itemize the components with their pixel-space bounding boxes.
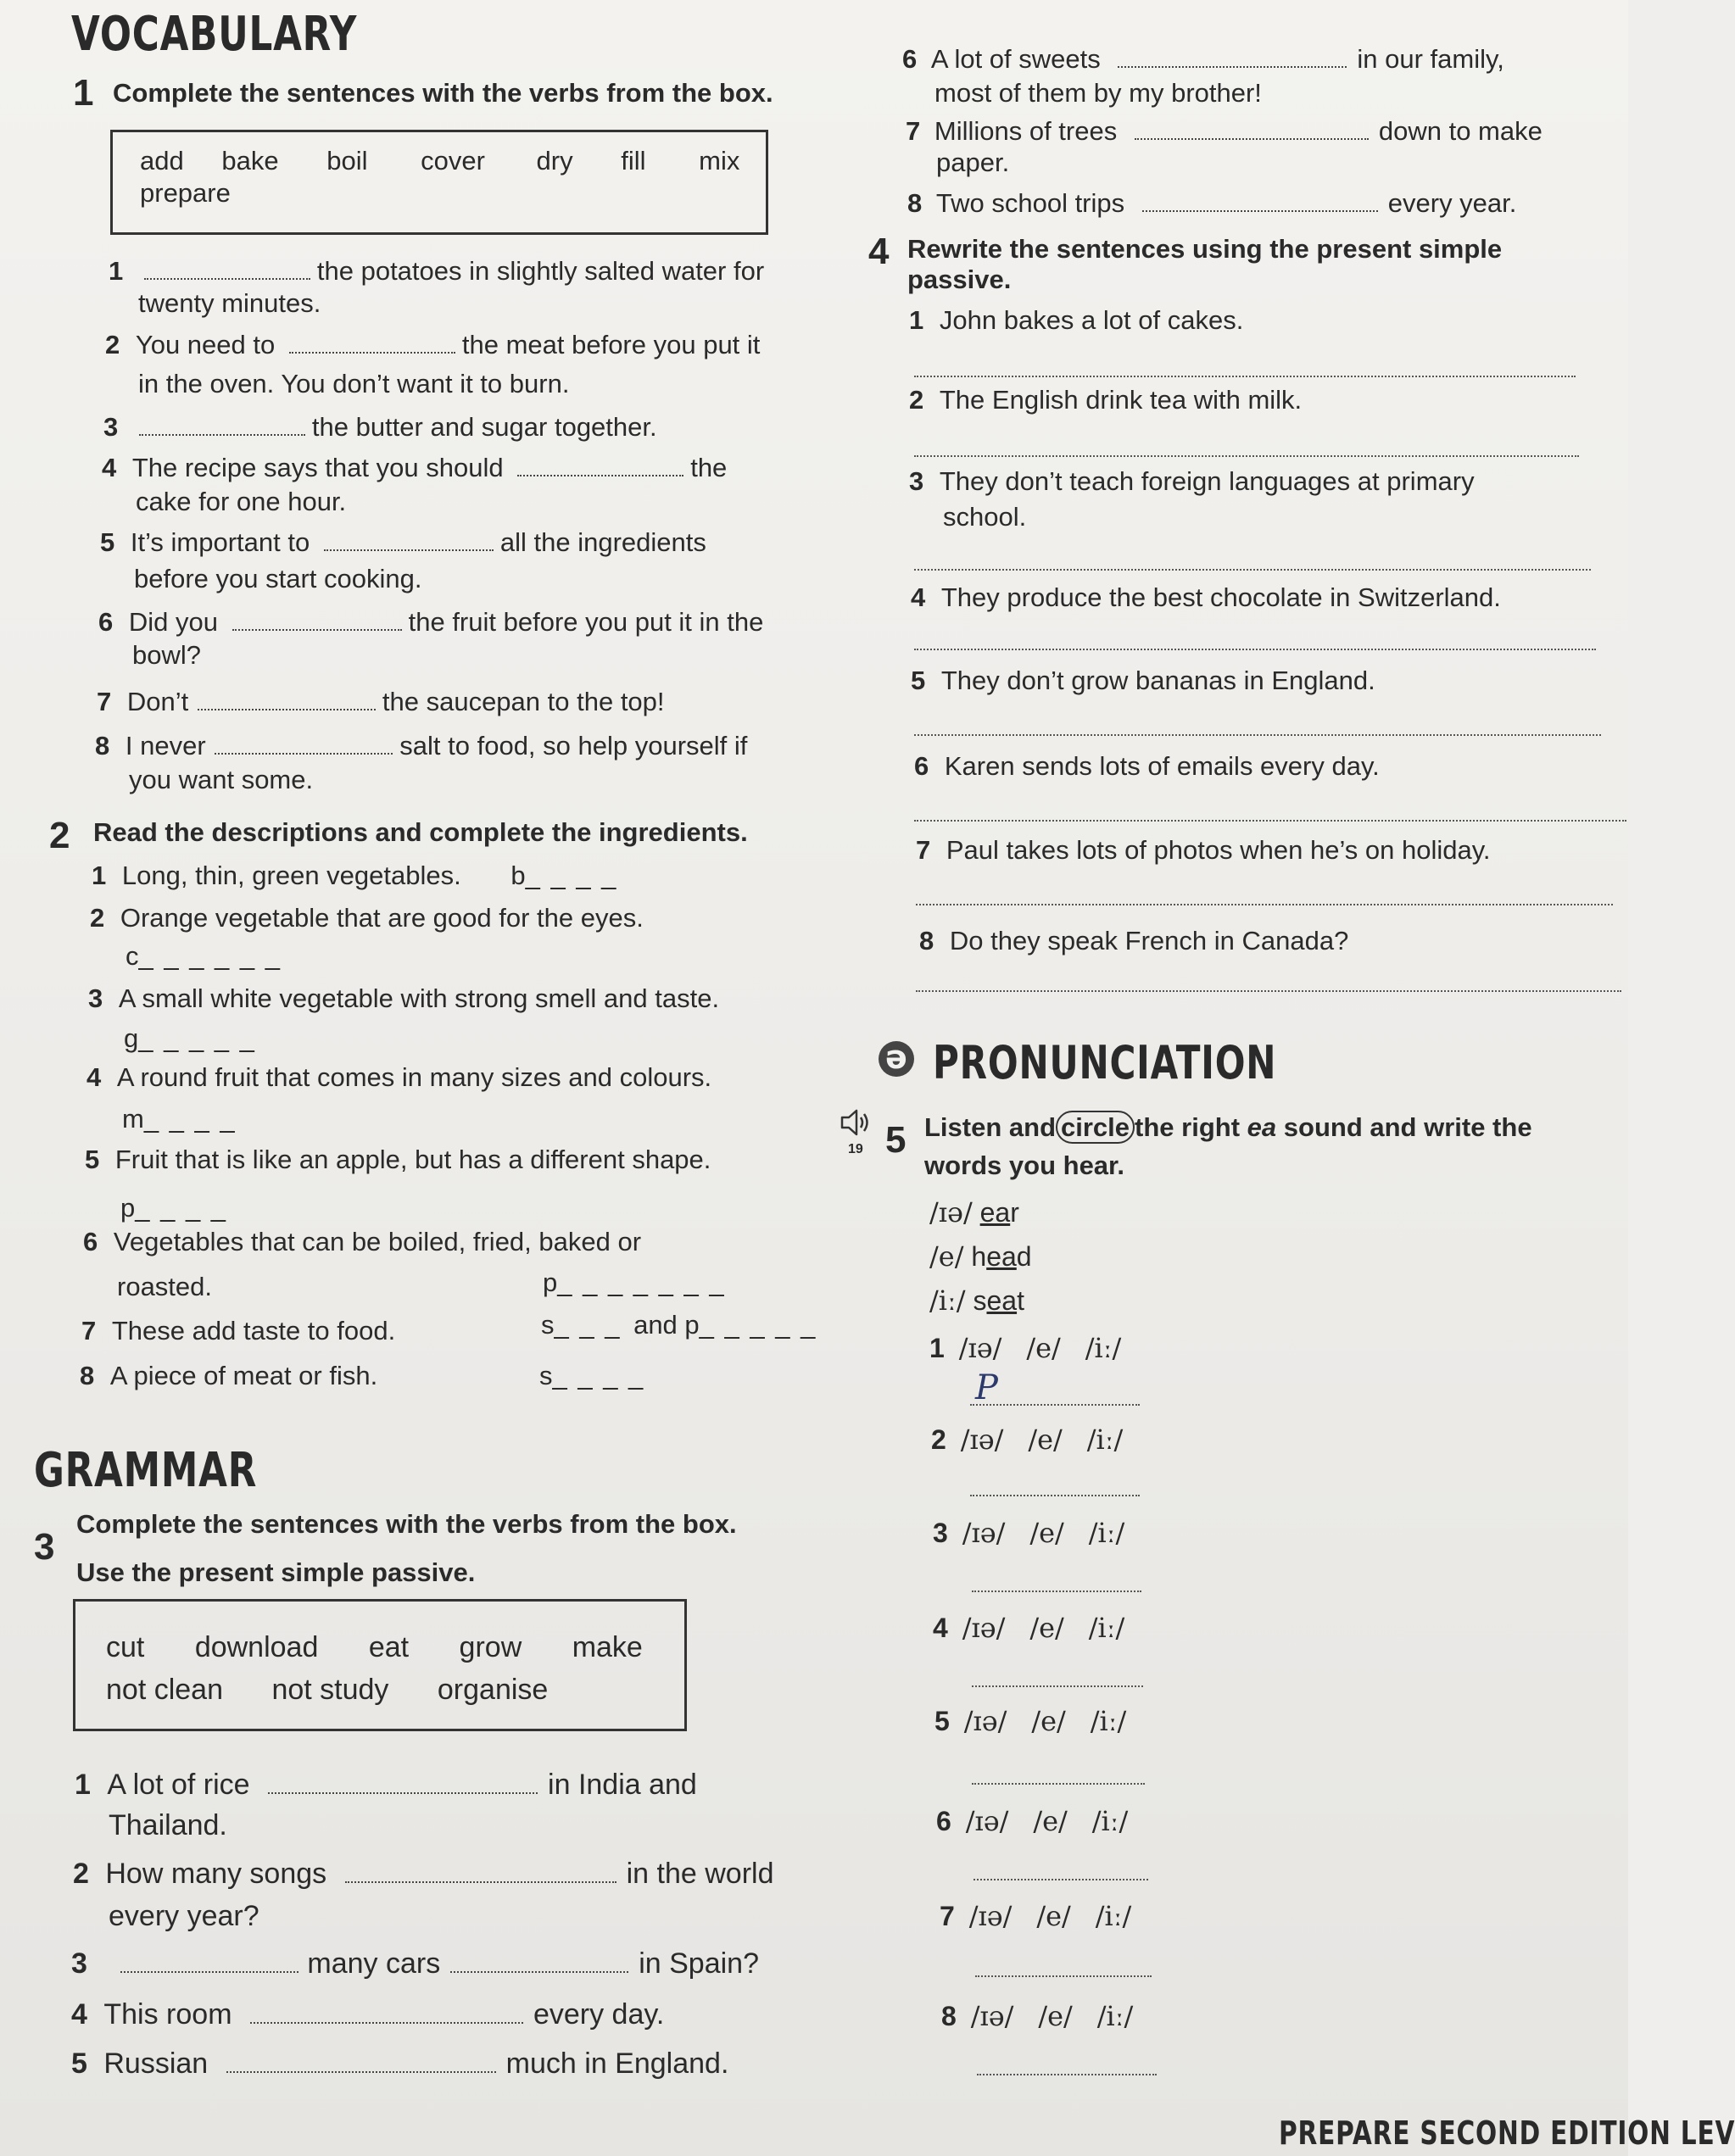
ex1-item-6: 6 Did you the fruit before you put it in the: [98, 607, 764, 637]
ex1-item-8-cont: you want some.: [129, 765, 314, 794]
answer-blank[interactable]: [268, 1772, 538, 1794]
letter-dashes[interactable]: _ _ _ _: [552, 1361, 645, 1390]
exercise-2-number: 2: [49, 815, 70, 856]
ex3-item-8: 8 Two school trips every year.: [907, 188, 1517, 218]
answer-blank[interactable]: [324, 529, 494, 551]
ex3-item-7: 7 Millions of trees down to make: [906, 116, 1543, 146]
option-ia[interactable]: /ɪə/: [968, 1900, 1013, 1932]
verb-word: mix: [699, 146, 740, 175]
verb-word: prepare: [140, 178, 231, 208]
letter-dashes[interactable]: _ _ _ _ _ _ _: [557, 1267, 726, 1297]
answer-blank[interactable]: [120, 1951, 298, 1973]
exercise-2-instruction: Read the descriptions and complete the ingredients.: [93, 817, 748, 847]
ex1-item-2: 2 You need to the meat before you put it: [105, 330, 761, 359]
ex4-item-1: 1 John bakes a lot of cakes.: [909, 305, 1244, 335]
example-head: /e/ head: [929, 1240, 1032, 1273]
ex2-item-6-cont: roasted.: [117, 1272, 213, 1301]
verb-word: add: [140, 146, 184, 175]
example-seat: /iː/ seat: [929, 1284, 1024, 1317]
ex5-item-5: 5 /ɪə/ /e/ /iː/: [934, 1705, 1127, 1737]
ex4-item-4: 4 They produce the best chocolate in Switzerland.: [911, 582, 1501, 612]
schwa-icon: ə: [879, 1041, 914, 1077]
exercise-3-number: 3: [34, 1526, 55, 1568]
ex5-item-6: 6 /ɪə/ /e/ /iː/: [936, 1805, 1129, 1837]
exercise-3-instruction-2: Use the present simple passive.: [76, 1557, 476, 1587]
answer-blank[interactable]: [450, 1951, 628, 1973]
ex1-item-3: 3 the butter and sugar together.: [103, 412, 657, 442]
verb-word: download: [194, 1631, 319, 1663]
ex5-item-1: 1 /ɪə/ /e/ /iː/: [929, 1332, 1122, 1364]
option-ia[interactable]: /ɪə/: [963, 1705, 1007, 1737]
ex2-item-6-answer: p_ _ _ _ _ _ _: [543, 1267, 726, 1297]
answer-blank[interactable]: [1118, 46, 1347, 68]
ex4-item-2: 2 The English drink tea with milk.: [909, 385, 1303, 415]
ex2-item-4-answer: m_ _ _ _: [122, 1104, 237, 1134]
ex2-item-7-answer: s_ _ _ and p_ _ _ _ _: [541, 1310, 817, 1340]
option-e[interactable]: /e/: [1029, 1517, 1064, 1549]
option-e[interactable]: /e/: [1038, 2000, 1073, 2032]
option-ii[interactable]: /iː/: [1085, 1332, 1122, 1364]
ex1-item-4: 4 The recipe says that you should the: [102, 453, 728, 482]
ex3-item-1-cont: Thailand.: [109, 1809, 227, 1841]
ex2-item-3: 3 A small white vegetable with strong smell and taste.: [88, 983, 720, 1013]
grammar-heading: GRAMMAR: [34, 1443, 258, 1498]
audio-speaker-icon[interactable]: [840, 1108, 873, 1141]
ex5-answer-line-5[interactable]: [972, 1783, 1145, 1785]
option-ia[interactable]: /ɪə/: [970, 2000, 1014, 2032]
vocabulary-heading: VOCABULARY: [71, 7, 358, 62]
option-ia[interactable]: /ɪə/: [960, 1423, 1004, 1456]
answer-blank[interactable]: [198, 688, 376, 710]
ex3-item-5: 5 Russian much in England.: [71, 2047, 729, 2080]
ex2-item-8-answer: s_ _ _ _: [539, 1361, 645, 1390]
ex5-answer-line-8[interactable]: [977, 2074, 1157, 2075]
ex2-item-4: 4 A round fruit that comes in many sizes and colours.: [86, 1062, 712, 1092]
option-ii[interactable]: /iː/: [1090, 1705, 1127, 1737]
ex4-answer-line-6[interactable]: [914, 820, 1626, 822]
ex4-item-7: 7 Paul takes lots of photos when he’s on holiday.: [916, 835, 1491, 865]
option-ia[interactable]: /ɪə/: [962, 1517, 1006, 1549]
answer-blank[interactable]: [345, 1861, 616, 1883]
letter-dashes[interactable]: _ _ _ _: [143, 1104, 237, 1134]
exercise-1-number: 1: [73, 72, 94, 114]
exercise-5-number: 5: [885, 1119, 907, 1161]
exercise-4-instruction-2: passive.: [907, 265, 1012, 294]
ex1-item-6-cont: bowl?: [132, 640, 201, 670]
option-e[interactable]: /e/: [1033, 1805, 1068, 1837]
answer-blank[interactable]: [517, 454, 683, 476]
option-e[interactable]: /e/: [1028, 1423, 1063, 1456]
exercise-3-instruction-1: Complete the sentences with the verbs from the box.: [76, 1509, 737, 1539]
answer-blank[interactable]: [215, 733, 393, 755]
option-ii[interactable]: /iː/: [1091, 1805, 1129, 1837]
ex5-answer-line-7[interactable]: [975, 1975, 1152, 1977]
ex2-item-5: 5 Fruit that is like an apple, but has a different shape.: [85, 1145, 711, 1174]
ex1-item-7: 7 Don’t the saucepan to the top!: [97, 687, 665, 716]
ex4-answer-line-4[interactable]: [914, 649, 1596, 650]
exercise-5-instruction-1: Listen and circle the right ea sound and write the: [924, 1112, 1532, 1142]
verb-word: make: [572, 1631, 643, 1663]
ex5-answer-line-6[interactable]: [973, 1879, 1148, 1880]
ex2-item-6: 6 Vegetables that can be boiled, fried, baked or: [83, 1227, 642, 1256]
ex5-answer-line-2[interactable]: [970, 1495, 1140, 1496]
exercise-4-number: 4: [868, 231, 890, 272]
ex3-item-2-cont: every year?: [109, 1900, 259, 1932]
answer-blank[interactable]: [226, 2051, 496, 2073]
ex5-answer-line-3[interactable]: [972, 1591, 1141, 1592]
letter-dashes[interactable]: _ _ _ _: [525, 861, 618, 890]
ex4-answer-line-8[interactable]: [916, 990, 1621, 992]
letter-dashes[interactable]: _ _ _ _ _: [138, 1023, 256, 1053]
option-ii[interactable]: /iː/: [1088, 1517, 1125, 1549]
ex3-item-6: 6 A lot of sweets in our family,: [902, 44, 1504, 74]
ex3-item-2: 2 How many songs in the world: [73, 1858, 774, 1890]
verb-word: organise: [437, 1674, 549, 1706]
ex2-item-2: 2 Orange vegetable that are good for the eyes.: [90, 903, 644, 933]
exercise-1-instruction: Complete the sentences with the verbs from the box.: [113, 78, 773, 108]
ex3-item-3: 3 many cars in Spain?: [71, 1947, 759, 1980]
verb-word: grow: [459, 1631, 522, 1663]
option-ia[interactable]: /ɪə/: [958, 1332, 1002, 1364]
answer-blank[interactable]: [139, 414, 305, 436]
answer-blank[interactable]: [1142, 190, 1378, 212]
answer-blank[interactable]: [144, 258, 310, 280]
option-e[interactable]: /e/: [1029, 1612, 1064, 1644]
verb-word: cover: [421, 146, 485, 175]
ex1-item-4-cont: cake for one hour.: [136, 487, 347, 516]
verb-box-3-line1: [106, 1630, 643, 1664]
option-ii[interactable]: /iː/: [1086, 1423, 1124, 1456]
ex5-answer-line-4[interactable]: [972, 1685, 1143, 1687]
option-ii[interactable]: /iː/: [1095, 1900, 1132, 1932]
option-ii[interactable]: /iː/: [1088, 1612, 1125, 1644]
option-e[interactable]: /e/: [1036, 1900, 1071, 1932]
verb-box-3-line2: [106, 1673, 548, 1707]
ex1-item-1: 1 the potatoes in slightly salted water for: [109, 256, 765, 286]
ex2-item-2-answer: c_ _ _ _ _ _: [126, 941, 282, 971]
ex4-answer-line-5[interactable]: [914, 734, 1601, 736]
ex4-answer-line-1[interactable]: [914, 376, 1576, 377]
ex2-item-7: 7 These add taste to food.: [81, 1316, 396, 1345]
ex5-answer-line-1[interactable]: [970, 1404, 1140, 1406]
verb-box-3: [73, 1599, 687, 1731]
handwritten-answer: P: [975, 1368, 998, 1407]
ex4-item-5: 5 They don’t grow bananas in England.: [911, 666, 1375, 695]
circle-word: circle: [1056, 1111, 1135, 1144]
ex4-answer-line-7[interactable]: [916, 904, 1613, 905]
ex4-item-8: 8 Do they speak French in Canada?: [919, 926, 1349, 955]
ex3-item-1: 1 A lot of rice in India and: [75, 1769, 697, 1801]
option-e[interactable]: /e/: [1026, 1332, 1061, 1364]
letter-dashes[interactable]: _ _ _ _: [135, 1193, 228, 1223]
answer-blank[interactable]: [1135, 118, 1369, 140]
ex2-item-3-answer: g_ _ _ _ _: [124, 1023, 256, 1053]
ex2-item-8: 8 A piece of meat or fish.: [80, 1361, 378, 1390]
ex3-item-6-cont: most of them by my brother!: [934, 78, 1262, 108]
ex5-item-4: 4 /ɪə/ /e/ /iː/: [933, 1612, 1125, 1644]
footer-text: PREPARE SECOND EDITION LEV: [1279, 2114, 1735, 2152]
ex1-item-2-cont: in the oven. You don’t want it to burn.: [138, 369, 570, 398]
ex5-item-8: 8 /ɪə/ /e/ /iː/: [941, 2000, 1134, 2032]
exercise-5-instruction-2: words you hear.: [924, 1150, 1125, 1180]
letter-dashes[interactable]: _ _ _ _ _: [699, 1310, 817, 1340]
example-ear: /ɪə/ ear: [929, 1196, 1019, 1228]
ex3-item-7-cont: paper.: [936, 148, 1010, 177]
verb-word: not study: [271, 1674, 389, 1706]
ex5-item-2: 2 /ɪə/ /e/ /iː/: [931, 1423, 1124, 1456]
pronunciation-heading: PRONUNCIATION: [933, 1036, 1277, 1089]
answer-blank[interactable]: [289, 331, 455, 354]
verb-word: boil: [326, 146, 368, 175]
verb-word: cut: [106, 1631, 145, 1663]
exercise-4-instruction-1: Rewrite the sentences using the present simple: [907, 234, 1503, 264]
verb-box-1-line1: [140, 144, 739, 178]
ex1-item-1-cont: twenty minutes.: [138, 288, 321, 318]
verb-word: bake: [221, 146, 279, 175]
ex5-item-3: 3 /ɪə/ /e/ /iː/: [933, 1517, 1125, 1549]
ex2-item-1: 1 Long, thin, green vegetables. b_ _ _ _: [92, 861, 618, 890]
verb-word: dry: [536, 146, 573, 175]
verb-word: not clean: [106, 1674, 223, 1706]
ex4-item-6: 6 Karen sends lots of emails every day.: [914, 751, 1380, 781]
ex4-answer-line-2[interactable]: [914, 455, 1579, 457]
ex3-item-4: 4 This room every day.: [71, 1998, 665, 2031]
ex5-item-7: 7 /ɪə/ /e/ /iː/: [940, 1900, 1132, 1932]
answer-blank[interactable]: [232, 609, 402, 631]
verb-word: fill: [621, 146, 646, 175]
track-number: 19: [848, 1142, 863, 1156]
letter-dashes[interactable]: _ _ _ _ _ _: [138, 941, 282, 971]
ex1-item-5-cont: before you start cooking.: [134, 564, 422, 593]
letter-dashes[interactable]: _ _ _: [554, 1310, 622, 1340]
ex2-item-5-answer: p_ _ _ _: [120, 1193, 228, 1223]
answer-blank[interactable]: [250, 2002, 523, 2024]
ex4-item-3-cont: school.: [943, 502, 1027, 532]
ex4-item-3: 3 They don’t teach foreign languages at primary: [909, 466, 1475, 496]
option-ia[interactable]: /ɪə/: [962, 1612, 1006, 1644]
ex1-item-5: 5 It’s important to all the ingredients: [100, 527, 706, 557]
option-e[interactable]: /e/: [1031, 1705, 1066, 1737]
option-ii[interactable]: /iː/: [1096, 2000, 1134, 2032]
option-ia[interactable]: /ɪə/: [965, 1805, 1009, 1837]
ex4-answer-line-3[interactable]: [914, 569, 1591, 571]
ex1-item-8: 8 I never salt to food, so help yourself if: [95, 731, 748, 760]
verb-word: eat: [368, 1631, 410, 1663]
verb-box-1: [110, 130, 768, 235]
